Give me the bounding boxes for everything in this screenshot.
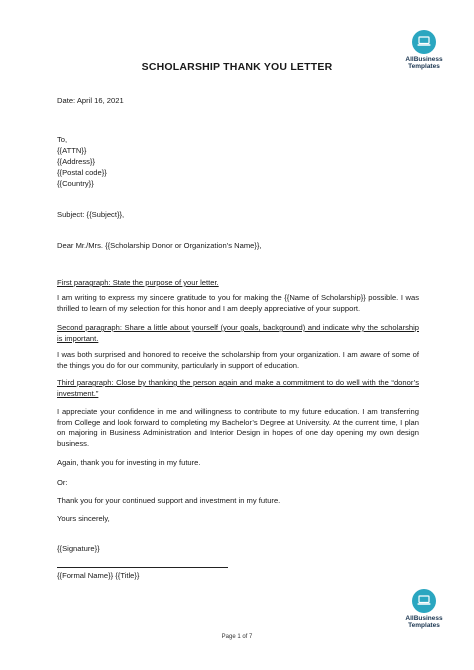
letter-title: SCHOLARSHIP THANK YOU LETTER: [141, 61, 333, 73]
paragraph-3: I appreciate your confidence in me and willingness to contribute to my future education. I am transferring from College and look forward to completing my Bachelor’s Degree at University. At the current time, I plan on majoring in Business Administration and Interior Design in hopes of one day opening my own design business.: [57, 407, 419, 448]
address-country: {{Country}}: [57, 179, 94, 188]
address-postal: {{Postal code}}: [57, 168, 107, 177]
logo-line-2: Templates: [408, 622, 440, 629]
logo-line-1: AllBusiness: [405, 615, 443, 622]
paragraph-4: Again, thank you for investing in my future.: [57, 458, 201, 467]
logo-text: [399, 615, 449, 629]
paragraph-1: I am writing to express my sincere gratitude to you for making the {{Name of Scholarship}} possible. I was thrilled to learn of my selection for this honor and I am deeply appreciative of your support.: [57, 293, 419, 313]
brand-logo-bottom[interactable]: [399, 589, 449, 629]
paragraph-heading-3: Third paragraph: Close by thanking the person again and make a commitment to do well with the “donor’s investment.”: [57, 378, 419, 398]
page-number: Page 1 of 7: [221, 634, 253, 640]
logo-line-1: AllBusiness: [405, 56, 443, 63]
date-line: Date: April 16, 2021: [57, 96, 124, 105]
paragraph-heading-2: Second paragraph: Share a little about yourself (your goals, background) and indicate why the scholarship is important.: [57, 323, 419, 343]
sign-off: Yours sincerely,: [57, 514, 110, 523]
paragraph-heading-1: First paragraph: State the purpose of your letter.: [57, 278, 219, 287]
paragraph-2: I was both surprised and honored to receive the scholarship from your organization. I am aware of some of the things you do for our community, particularly in support of education.: [57, 350, 419, 370]
salutation: Dear Mr./Mrs. {{Scholarship Donor or Organization’s Name}},: [57, 241, 262, 250]
laptop-icon: [412, 589, 436, 613]
formal-name-title: {{Formal Name}} {{Title}}: [57, 571, 140, 580]
address-street: {{Address}}: [57, 157, 96, 166]
address-attn: {{ATTN}}: [57, 146, 87, 155]
signature-line: [57, 567, 228, 568]
or-line: Or:: [57, 478, 68, 487]
logo-line-2: Templates: [408, 63, 440, 70]
address-to: To,: [57, 135, 68, 144]
laptop-icon: [412, 30, 436, 54]
signature-placeholder: {{Signature}}: [57, 544, 100, 553]
paragraph-5: Thank you for your continued support and investment in my future.: [57, 496, 281, 505]
subject-line: Subject: {{Subject}},: [57, 210, 125, 219]
